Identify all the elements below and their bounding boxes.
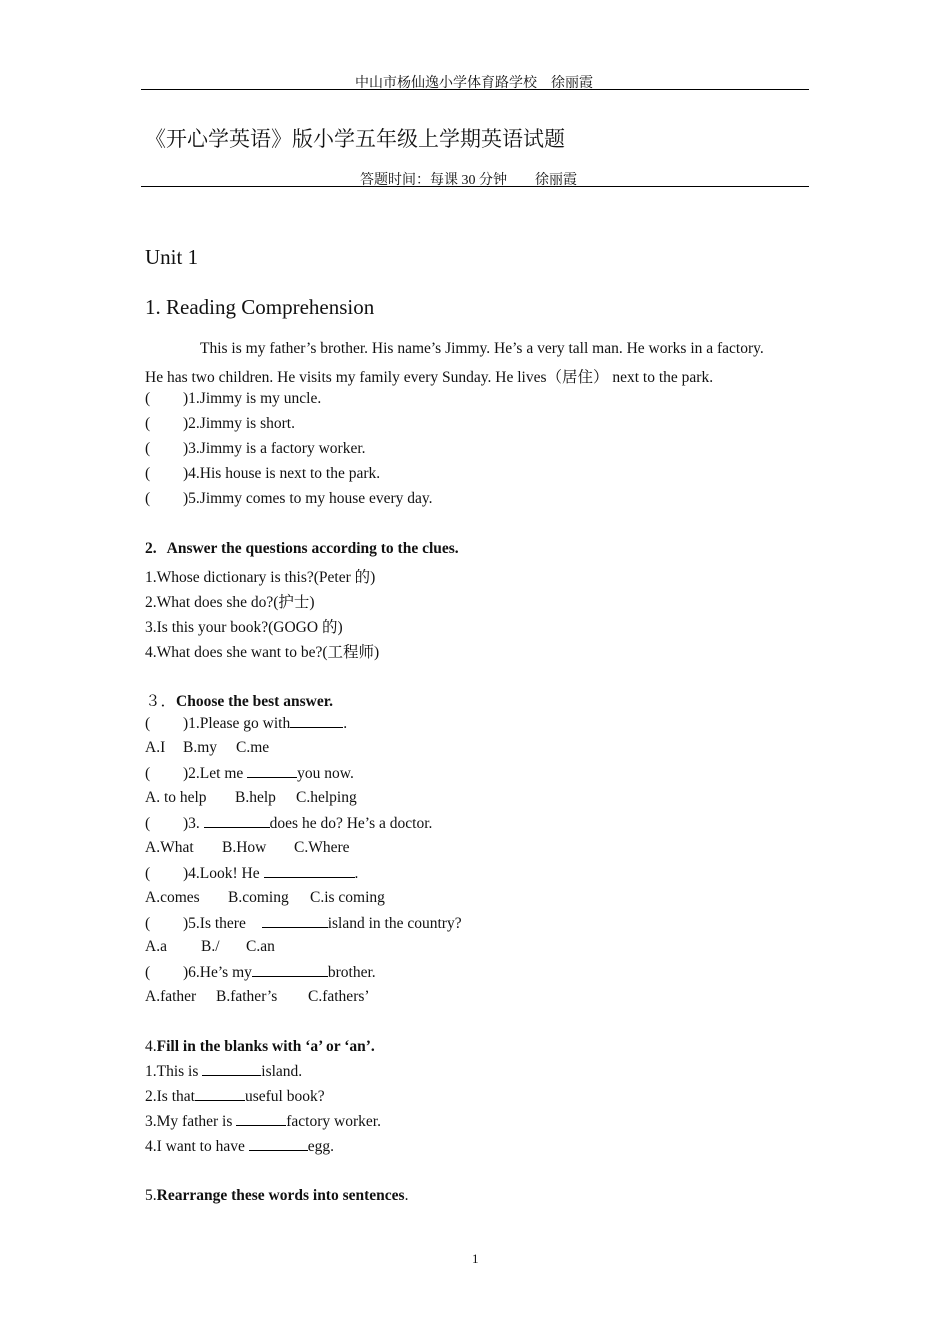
question-text-end: . (343, 715, 348, 732)
choice-question-2 (145, 764, 354, 783)
question-text-end: . (354, 865, 359, 882)
option-b[interactable]: B.help (235, 789, 276, 806)
choice-question-1 (145, 714, 347, 733)
section5-period: . (404, 1187, 409, 1204)
item-text: )1.Jimmy is my uncle. (183, 390, 322, 407)
option-c[interactable]: C.me (236, 739, 270, 756)
answer-blank[interactable] (290, 714, 343, 728)
option-b[interactable]: B./ (201, 938, 220, 955)
question-text: )2.Let me (183, 765, 248, 782)
title-rule (141, 186, 809, 187)
section3-heading (145, 689, 333, 711)
option-a[interactable]: A. to help (145, 789, 207, 806)
answer-blank[interactable] (204, 814, 270, 828)
page-header: 中山市杨仙逸小学体育路学校 徐丽霞 (355, 76, 593, 91)
question-text: )5.Is there (183, 915, 250, 932)
answer-paren[interactable]: ( (145, 815, 151, 832)
choice-options-2 (145, 789, 357, 807)
option-a[interactable]: A.comes (145, 889, 200, 906)
reading-item-4 (145, 465, 380, 483)
section3-title: Choose the best answer. (176, 693, 334, 710)
page-number: 1 (472, 1251, 479, 1266)
section4-heading (145, 1038, 375, 1056)
option-a[interactable]: A.I (145, 739, 166, 756)
reading-item-2 (145, 415, 295, 433)
fill-text-end: egg. (307, 1138, 334, 1155)
fill-text: 3.My father is (145, 1113, 237, 1130)
unit-heading: Unit 1 (145, 245, 199, 269)
reading-item-3 (145, 440, 366, 458)
answer-paren[interactable]: ( (145, 440, 151, 457)
item-text: )2.Jimmy is short. (183, 415, 295, 432)
section2-number: 2. (145, 540, 157, 557)
option-b[interactable]: B.father’s (216, 988, 278, 1005)
fill-text: 2.Is that (145, 1088, 195, 1105)
option-b[interactable]: B.coming (228, 889, 289, 906)
answer-blank[interactable] (236, 1112, 286, 1126)
fill-item-2 (145, 1087, 325, 1106)
answer-blank[interactable] (249, 1137, 308, 1151)
option-b[interactable]: B.How (222, 839, 267, 856)
question-text: )1.Please go with (183, 715, 291, 732)
section5-number: 5. (145, 1187, 157, 1204)
fill-item-1 (145, 1062, 302, 1081)
answer-paren[interactable]: ( (145, 765, 151, 782)
choice-options-5 (145, 938, 275, 956)
fill-item-3 (145, 1112, 381, 1131)
option-a[interactable]: A.a (145, 938, 167, 955)
section5-heading (145, 1187, 408, 1205)
answer-paren[interactable]: ( (145, 915, 151, 932)
question-text-end: island in the country? (327, 915, 462, 932)
answer-blank[interactable] (252, 963, 328, 977)
question-2: 2.What does she do?(护士) (145, 594, 315, 611)
option-a[interactable]: A.father (145, 988, 197, 1005)
answer-paren[interactable]: ( (145, 465, 151, 482)
section4-title: Fill in the blanks with ‘a’ or ‘an’. (156, 1038, 375, 1055)
answer-paren[interactable]: ( (145, 490, 151, 507)
item-text: )5.Jimmy comes to my house every day. (183, 490, 433, 507)
item-text: )3.Jimmy is a factory worker. (183, 440, 366, 457)
fill-text-end: useful book? (244, 1088, 325, 1105)
question-text-end: does he do? He’s a doctor. (269, 815, 433, 832)
fill-item-4 (145, 1137, 334, 1156)
answer-blank[interactable] (262, 914, 328, 928)
section2-heading (145, 540, 459, 558)
option-b[interactable]: B.my (183, 739, 218, 756)
answer-blank[interactable] (195, 1087, 245, 1101)
choice-question-4 (145, 864, 358, 883)
section1-heading: 1. Reading Comprehension (145, 295, 375, 319)
question-text: )3. (183, 815, 204, 832)
question-text: )4.Look! He (183, 865, 264, 882)
reading-item-1 (145, 390, 321, 408)
option-c[interactable]: C.helping (296, 789, 357, 806)
answer-paren[interactable]: ( (145, 415, 151, 432)
answer-paren[interactable]: ( (145, 715, 151, 732)
answer-paren[interactable]: ( (145, 964, 151, 981)
choice-options-1 (145, 739, 269, 757)
section2-title: Answer the questions according to the clues. (166, 540, 459, 557)
choice-question-5 (145, 914, 462, 933)
passage-line-2: He has two children. He visits my family every Sunday. He lives（居住） next to the park. (145, 369, 714, 386)
option-a[interactable]: A.What (145, 839, 194, 856)
option-c[interactable]: C.an (246, 938, 275, 955)
option-c[interactable]: C.Where (294, 839, 350, 856)
item-text: )4.His house is next to the park. (183, 465, 381, 482)
question-1: 1.Whose dictionary is this?(Peter 的) (145, 569, 376, 586)
fill-text: 1.This is (145, 1063, 203, 1080)
answer-paren[interactable]: ( (145, 390, 151, 407)
question-text-end: brother. (327, 964, 376, 981)
answer-blank[interactable] (202, 1062, 261, 1076)
option-c[interactable]: C.is coming (310, 889, 385, 906)
question-3: 3.Is this your book?(GOGO 的) (145, 619, 343, 636)
answer-blank[interactable] (264, 864, 355, 878)
reading-item-5 (145, 490, 433, 508)
choice-options-6 (145, 988, 370, 1006)
answer-paren[interactable]: ( (145, 865, 151, 882)
header-rule (141, 89, 809, 90)
choice-options-3 (145, 839, 350, 857)
fill-text-end: island. (261, 1063, 303, 1080)
fill-text: 4.I want to have (145, 1138, 249, 1155)
section5-title: Rearrange these words into sentences (156, 1187, 405, 1204)
question-text-end: you now. (297, 765, 354, 782)
section4-number: 4. (145, 1038, 157, 1055)
question-text: )6.He’s my (183, 964, 252, 981)
answer-blank[interactable] (247, 764, 297, 778)
choice-options-4 (145, 889, 385, 907)
passage-line-1: This is my father’s brother. His name’s Jimmy. He’s a very tall man. He works in a factory. (200, 340, 764, 357)
fill-text-end: factory worker. (286, 1113, 381, 1130)
option-c[interactable]: C.fathers’ (308, 988, 370, 1005)
section3-number: ３． (145, 693, 177, 710)
document-title: 《开心学英语》版小学五年级上学期英语试题 (145, 127, 565, 151)
choice-question-6 (145, 963, 376, 982)
document-subtitle: 答题时间：每课 30 分钟 徐丽霞 (360, 173, 577, 188)
question-4: 4.What does she want to be?(工程师) (145, 644, 380, 661)
choice-question-3 (145, 814, 432, 833)
